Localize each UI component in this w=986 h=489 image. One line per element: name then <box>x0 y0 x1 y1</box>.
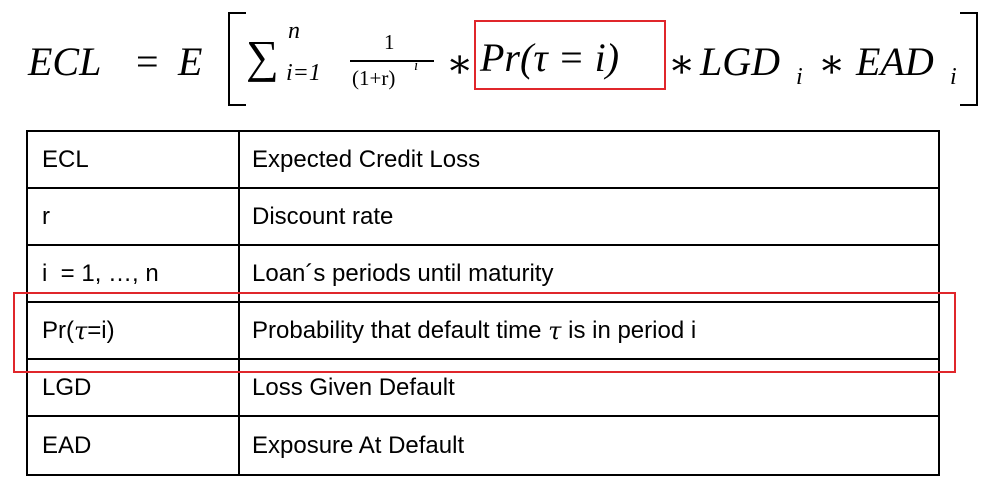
symbol-cell: i = 1, …, n <box>42 259 159 287</box>
formula-pr-term: Pr(τ = i) <box>480 35 620 80</box>
fraction-numerator: 1 <box>384 30 395 54</box>
formula-expectation: E <box>178 39 203 84</box>
column-divider <box>238 417 240 474</box>
formula-highlight-box <box>474 20 666 90</box>
formula-lhs: ECL <box>28 39 102 84</box>
times-2: ∗ <box>668 41 696 86</box>
fraction-denominator: (1+r) <box>352 66 396 90</box>
meaning-cell: Loss Given Default <box>252 373 455 401</box>
symbol-cell: r <box>42 202 50 230</box>
symbol-cell: EAD <box>42 431 92 459</box>
formula-ead: EAD <box>856 39 934 84</box>
meaning-post: is in period i <box>561 316 697 344</box>
symbol-cell: LGD <box>42 373 92 401</box>
left-bracket <box>228 12 246 106</box>
meaning-pre: Probability that default time <box>252 316 549 344</box>
tau-symbol: τ <box>74 316 88 345</box>
right-bracket <box>960 12 978 106</box>
table-row <box>28 417 938 474</box>
ead-subscript: i <box>950 64 957 90</box>
formula-lgd: LGD <box>700 39 781 84</box>
table-row <box>28 132 938 189</box>
sum-lower-limit: i=1 <box>286 60 321 86</box>
symbol-cell: ECL <box>42 145 89 173</box>
sum-symbol: ∑ <box>246 31 279 82</box>
fraction-exponent: i <box>414 58 419 74</box>
times-3: ∗ <box>818 41 846 86</box>
lgd-subscript: i <box>796 64 803 90</box>
tau-symbol: τ <box>548 316 562 345</box>
fraction-bar <box>350 60 434 62</box>
symbol-post: =i) <box>87 316 115 344</box>
row-highlight-box <box>13 292 956 373</box>
times-1: ∗ <box>446 41 474 86</box>
column-divider <box>238 132 240 187</box>
meaning-cell: Exposure At Default <box>252 431 465 459</box>
sum-upper-limit: n <box>288 18 300 44</box>
meaning-cell: Loan´s periods until maturity <box>252 259 554 287</box>
meaning-cell: Expected Credit Loss <box>252 145 481 173</box>
meaning-cell: Discount rate <box>252 202 394 230</box>
symbol-pre: Pr( <box>42 316 74 344</box>
table-row <box>28 189 938 246</box>
formula-equals: = <box>136 39 159 84</box>
column-divider <box>238 189 240 244</box>
